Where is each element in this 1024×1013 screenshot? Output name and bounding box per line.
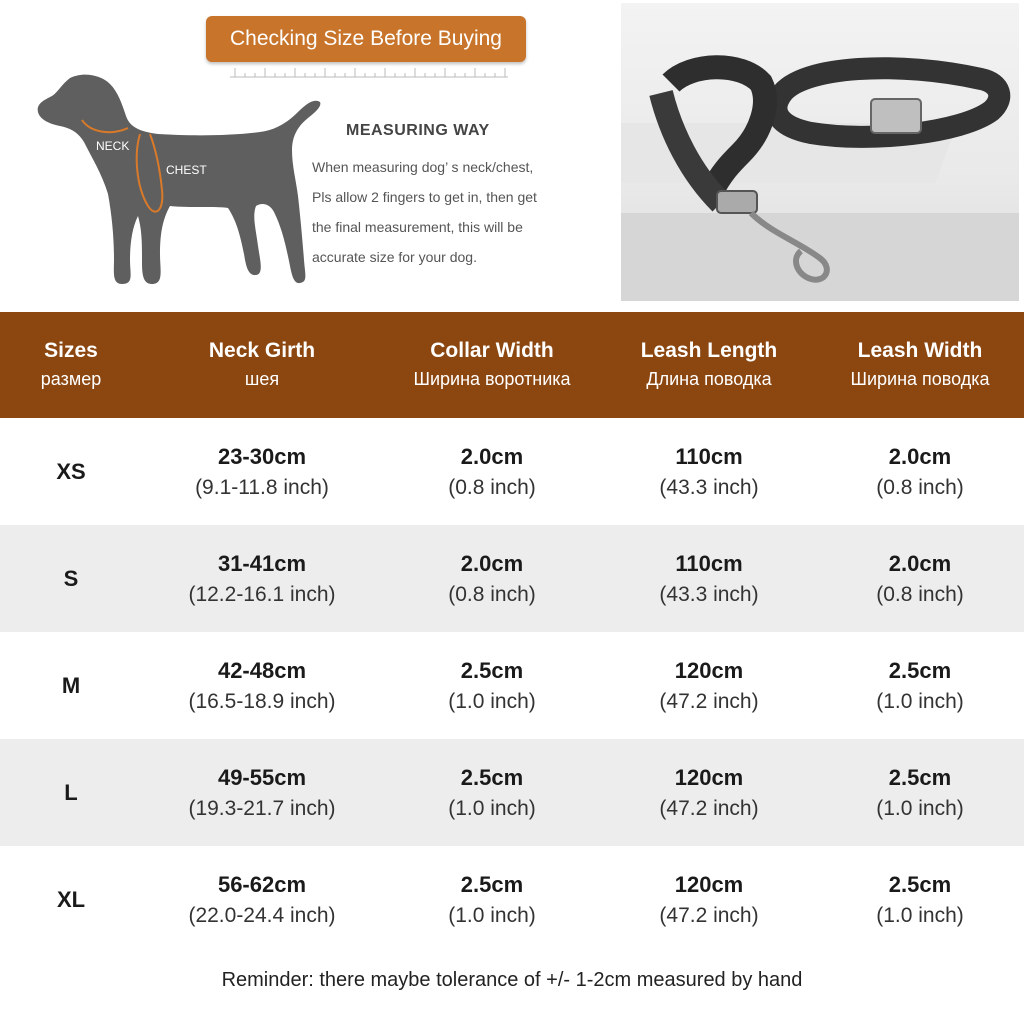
neck-girth-cell bbox=[142, 739, 382, 846]
leash-width-cell bbox=[816, 525, 1024, 632]
value: 2.0cm bbox=[460, 443, 524, 469]
value: 56-62cm bbox=[217, 871, 307, 897]
collar-width-cell bbox=[382, 739, 602, 846]
inch-value: (43.3 inch) bbox=[659, 582, 759, 606]
inch-value: (47.2 inch) bbox=[659, 796, 759, 820]
inch-value: (9.1-11.8 inch) bbox=[195, 475, 329, 499]
inch-value: (0.8 inch) bbox=[876, 582, 964, 606]
inch-value: (1.0 inch) bbox=[876, 689, 964, 713]
measuring-guide bbox=[0, 0, 1024, 310]
header-sublabel: Длина поводка bbox=[646, 369, 772, 389]
inch-value: (22.0-24.4 inch) bbox=[188, 903, 336, 927]
inch-value: (19.3-21.7 inch) bbox=[188, 796, 336, 820]
header-collar-width bbox=[382, 312, 602, 418]
inch-value: (1.0 inch) bbox=[876, 796, 964, 820]
neck-girth-cell bbox=[142, 846, 382, 953]
value: 120cm bbox=[674, 871, 744, 897]
value: 49-55cm bbox=[217, 764, 307, 790]
collar-width-cell bbox=[382, 632, 602, 739]
value: 2.5cm bbox=[888, 764, 952, 790]
collar-width-cell bbox=[382, 525, 602, 632]
table-row bbox=[0, 632, 1024, 739]
inch-value: (0.8 inch) bbox=[448, 582, 536, 606]
inch-value: (16.5-18.9 inch) bbox=[188, 689, 336, 713]
value: 110cm bbox=[675, 443, 743, 469]
value: 120cm bbox=[674, 764, 744, 790]
value: 42-48cm bbox=[217, 657, 307, 683]
measuring-way-title: MEASURING WAY bbox=[346, 122, 490, 139]
value: 2.5cm bbox=[888, 871, 952, 897]
leash-length-cell bbox=[602, 632, 816, 739]
size-cell: XL bbox=[56, 886, 86, 912]
size-cell: M bbox=[61, 672, 81, 698]
value: 2.5cm bbox=[460, 657, 524, 683]
header-leash-length bbox=[602, 312, 816, 418]
inch-value: (43.3 inch) bbox=[659, 475, 759, 499]
inch-value: (1.0 inch) bbox=[448, 903, 536, 927]
leash-width-cell bbox=[816, 418, 1024, 525]
leash-width-cell bbox=[816, 632, 1024, 739]
header-label: Leash Width bbox=[857, 339, 983, 362]
tolerance-reminder: Reminder: there maybe tolerance of +/- 1-2cm measured by hand bbox=[221, 969, 803, 991]
neck-label: NECK bbox=[96, 139, 130, 153]
value: 2.0cm bbox=[460, 550, 524, 576]
inch-value: (1.0 inch) bbox=[448, 796, 536, 820]
size-cell: S bbox=[63, 565, 79, 591]
leash-width-cell bbox=[816, 846, 1024, 953]
inch-value: (0.8 inch) bbox=[448, 475, 536, 499]
table-row bbox=[0, 418, 1024, 525]
size-cell: L bbox=[64, 779, 78, 805]
header-label: Collar Width bbox=[430, 339, 554, 362]
header-sublabel: шея bbox=[244, 369, 280, 389]
header-sizes bbox=[0, 312, 142, 418]
table-row bbox=[0, 846, 1024, 953]
value: 2.5cm bbox=[460, 871, 524, 897]
leash-length-cell bbox=[602, 525, 816, 632]
inch-value: (12.2-16.1 inch) bbox=[188, 582, 336, 606]
instruction-line: When measuring dog’ s neck/chest, bbox=[312, 159, 534, 175]
header-sublabel: Ширина поводка bbox=[850, 369, 990, 389]
inch-value: (47.2 inch) bbox=[659, 689, 759, 713]
inch-value: (47.2 inch) bbox=[659, 903, 759, 927]
header-label: Sizes bbox=[44, 339, 98, 362]
value: 2.0cm bbox=[888, 550, 952, 576]
value: 110cm bbox=[675, 550, 743, 576]
value: 2.5cm bbox=[888, 657, 952, 683]
chest-label: CHEST bbox=[166, 163, 207, 177]
header-leash-width bbox=[816, 312, 1024, 418]
value: 2.0cm bbox=[888, 443, 952, 469]
collar-width-cell bbox=[382, 418, 602, 525]
leash-length-cell bbox=[602, 418, 816, 525]
checking-size-badge: Checking Size Before Buying bbox=[206, 16, 526, 62]
value: 23-30cm bbox=[217, 443, 307, 469]
neck-girth-cell bbox=[142, 632, 382, 739]
leash-length-cell bbox=[602, 846, 816, 953]
neck-girth-cell bbox=[142, 418, 382, 525]
leash-width-cell bbox=[816, 739, 1024, 846]
inch-value: (0.8 inch) bbox=[876, 475, 964, 499]
dog-silhouette-icon bbox=[30, 70, 325, 295]
header-neck-girth bbox=[142, 312, 382, 418]
header-label: Leash Length bbox=[640, 339, 778, 362]
collar-leash-photo bbox=[621, 3, 1019, 301]
value: 31-41cm bbox=[217, 550, 307, 576]
size-table-header bbox=[0, 312, 1024, 418]
neck-girth-cell bbox=[142, 525, 382, 632]
size-cell: XS bbox=[56, 458, 86, 484]
header-label: Neck Girth bbox=[208, 339, 316, 362]
inch-value: (1.0 inch) bbox=[448, 689, 536, 713]
value: 120cm bbox=[674, 657, 744, 683]
measuring-instructions bbox=[312, 152, 612, 272]
instruction-line: the final measurement, this will be bbox=[312, 219, 523, 235]
header-sublabel: Ширина воротника bbox=[413, 369, 571, 389]
header-sublabel: размер bbox=[40, 369, 102, 389]
collar-width-cell bbox=[382, 846, 602, 953]
table-row bbox=[0, 525, 1024, 632]
instruction-line: accurate size for your dog. bbox=[312, 249, 477, 265]
instruction-line: Pls allow 2 fingers to get in, then get bbox=[312, 189, 537, 205]
value: 2.5cm bbox=[460, 764, 524, 790]
collar-leash-icon bbox=[621, 3, 1019, 301]
leash-length-cell bbox=[602, 739, 816, 846]
table-row bbox=[0, 739, 1024, 846]
inch-value: (1.0 inch) bbox=[876, 903, 964, 927]
